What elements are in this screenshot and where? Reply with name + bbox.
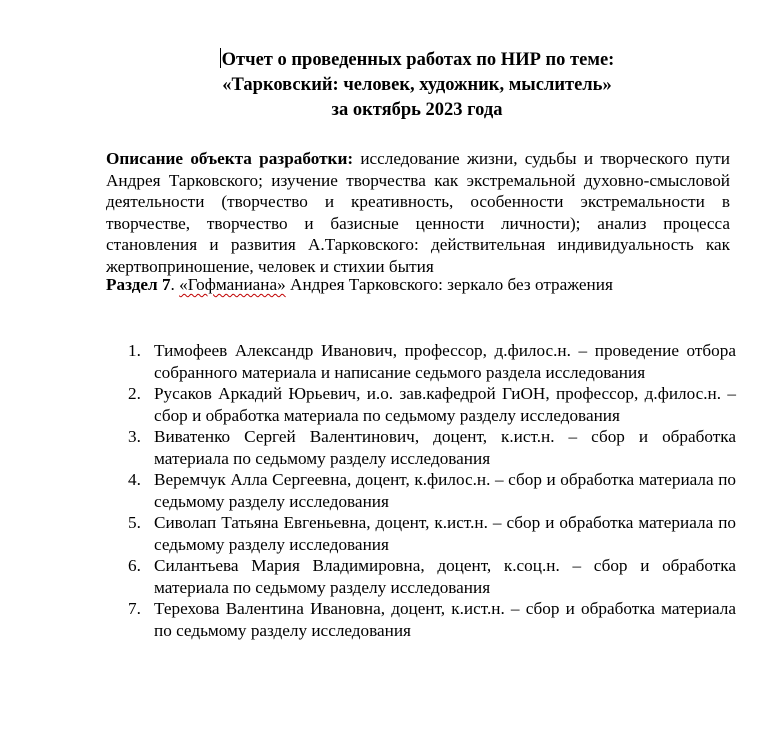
list-item-text: Терехова Валентина Ивановна, доцент, к.ист.н. – сбор и обработка материала по седьмому разделу исследования [154,599,736,640]
list-item-text: Веремчук Алла Сергеевна, доцент, к.филос.н. – сбор и обработка материала по седьмому разделу исследования [154,470,736,511]
list-item-number: 4. [128,470,141,489]
list-item-number: 6. [128,556,141,575]
list-item [106,340,736,383]
list-item-text: Тимофеев Александр Иванович, профессор, д.филос.н. – проведение отбора собранного материала и написание седьмого раздела исследования [154,341,736,382]
list-item [106,383,736,426]
section-heading [106,274,736,296]
list-item [106,598,736,641]
list-item-number: 1. [128,341,141,360]
list-item [106,555,736,598]
object-description [106,148,730,277]
section-rest: Андрея Тарковского: зеркало без отражения [285,275,613,294]
list-item-text: Сиволап Татьяна Евгеньевна, доцент, к.ист.н. – сбор и обработка материала по седьмому разделу исследования [154,513,736,554]
report-title [100,48,734,123]
list-item-number: 2. [128,384,141,403]
description-text: исследование жизни, судьбы и творческого пути Андрея Тарковского; изучение творчества как экстремальной духовно-смысловой деятельности (творчество и креативность, особенности экстремальности в творчестве, творчество и базисные ценности личности); анализ процесса становления и развития А.Тарковского: действительная индивидуальность как жертвоприношение, человек и стихии бытия [106,149,730,276]
section-term: «Гофманиана» [179,275,286,294]
text-cursor [220,48,221,68]
list-item-number: 3. [128,427,141,446]
list-item-text: Виватенко Сергей Валентинович, доцент, к.ист.н. – сбор и обработка материала по седьмому разделу исследования [154,427,736,468]
list-item-number: 7. [128,599,141,618]
description-lead: Описание объекта разработки: [106,149,354,168]
title-line-3: за октябрь 2023 года [331,100,503,120]
section-label: Раздел 7 [106,275,171,294]
list-item-number: 5. [128,513,141,532]
list-item [106,469,736,512]
list-item-text: Силантьева Мария Владимировна, доцент, к.соц.н. – сбор и обработка материала по седьмому разделу исследования [154,556,736,597]
section-separator: . [170,275,180,294]
title-line-2: «Тарковский: человек, художник, мыслитель» [222,75,612,95]
list-item [106,512,736,555]
title-line-1: Отчет о проведенных работах по НИР по теме: [221,50,615,70]
participants-list [106,340,736,641]
list-item-text: Русаков Аркадий Юрьевич, и.о. зав.кафедрой ГиОН, профессор, д.филос.н. – сбор и обработка материала по седьмому разделу исследования [154,384,736,425]
list-item [106,426,736,469]
